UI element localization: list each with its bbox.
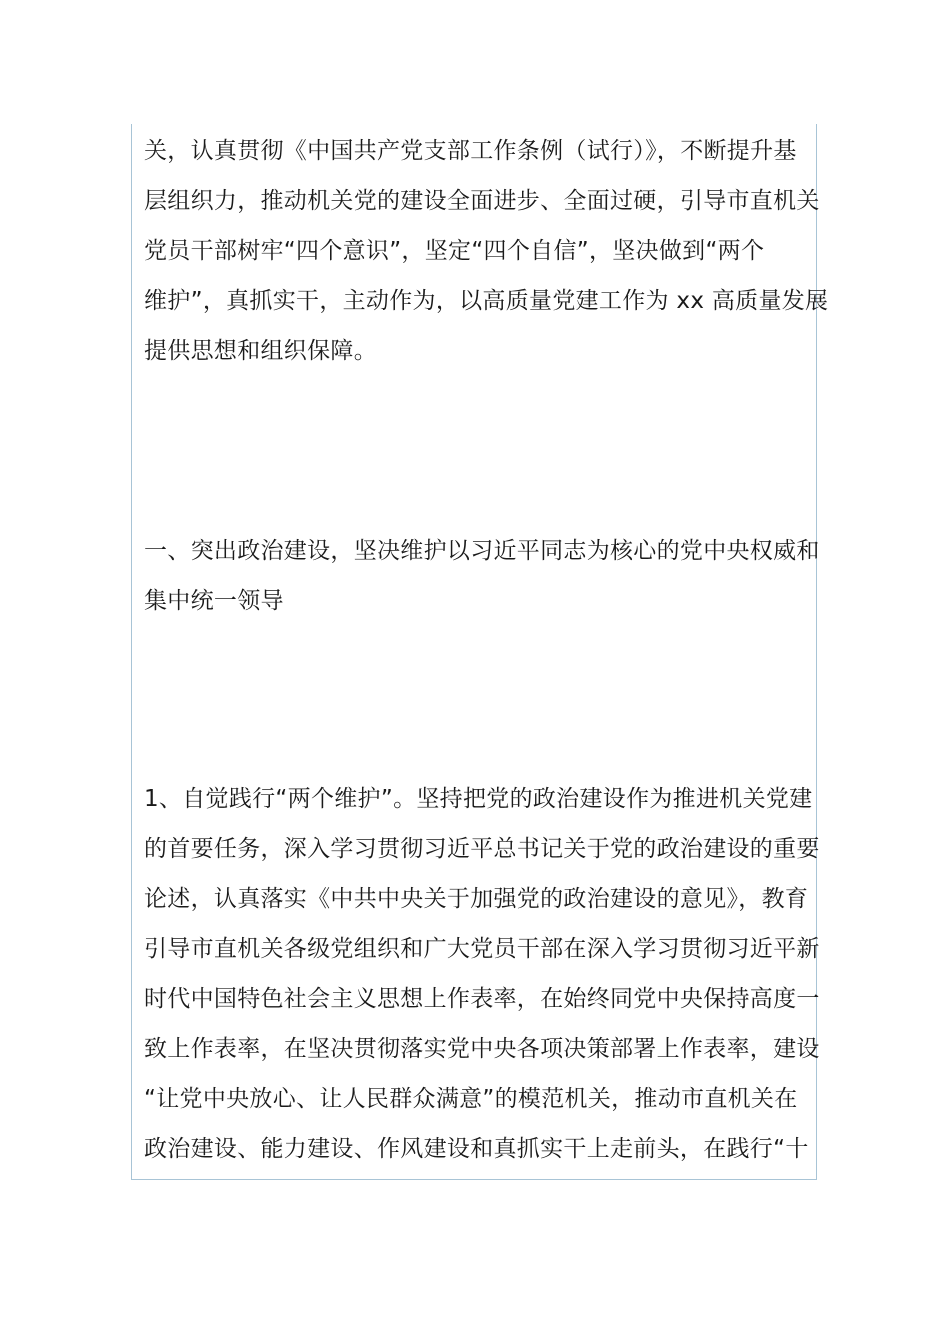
- section-1-line: 致上作表率，在坚决贯彻落实党中央各项决策部署上作表率，建设: [144, 1036, 820, 1062]
- section-heading-1: [144, 526, 820, 626]
- section-1-line: 引导市直机关各级党组织和广大党员干部在深入学习贯彻习近平新: [144, 936, 820, 962]
- section-1-paragraph: [144, 774, 820, 1174]
- heading-line: 集中统一领导: [144, 588, 284, 614]
- intro-line: 层组织力，推动机关党的建设全面进步、全面过硬，引导市直机关: [144, 188, 820, 214]
- intro-line: 提供思想和组织保障。: [144, 338, 377, 364]
- intro-paragraph: [144, 126, 829, 376]
- intro-line: 维护”，真抓实干，主动作为，以高质量党建工作为 xx 高质量发展: [144, 288, 829, 314]
- intro-line: 党员干部树牢“四个意识”，坚定“四个自信”，坚决做到“两个: [144, 238, 765, 264]
- section-1-line: 时代中国特色社会主义思想上作表率，在始终同党中央保持高度一: [144, 986, 820, 1012]
- section-1-line: 论述，认真落实《中共中央关于加强党的政治建设的意见》，教育: [144, 886, 809, 912]
- section-1-line: 1、自觉践行“两个维护”。坚持把党的政治建设作为推进机关党建: [144, 786, 813, 812]
- section-1-line: 的首要任务，深入学习贯彻习近平总书记关于党的政治建设的重要: [144, 836, 820, 862]
- section-1-line: “让党中央放心、让人民群众满意”的模范机关，推动市直机关在: [144, 1086, 798, 1112]
- heading-line: 一、突出政治建设，坚决维护以习近平同志为核心的党中央权威和: [144, 538, 820, 564]
- section-1-line: 政治建设、能力建设、作风建设和真抓实干上走前头，在践行“十: [144, 1136, 809, 1162]
- intro-line: 关，认真贯彻《中国共产党支部工作条例（试行）》，不断提升基: [144, 138, 797, 164]
